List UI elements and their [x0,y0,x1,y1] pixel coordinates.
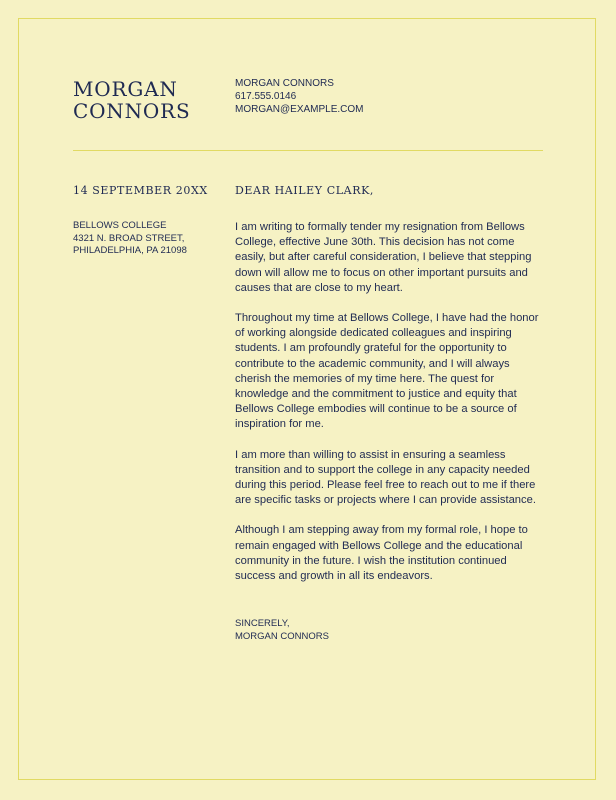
sender-name-line1: MORGAN [73,77,178,101]
address-line3: PHILADELPHIA, PA 21098 [73,245,187,256]
body-paragraph-1: I am writing to formally tender my resignation from Bellows College, effective June 30th. This decision has not come easily, but after careful consideration, I believe that stepping down will allow me to focus on other important pursuits and causes that are close to my heart. [235,221,532,294]
salutation: DEAR HAILEY CLARK, [235,184,375,197]
contact-phone: 617.555.0146 [235,91,297,102]
address-line1: BELLOWS COLLEGE [73,220,167,231]
body-paragraph-2: Throughout my time at Bellows College, I have had the honor of working alongside dedicated colleagues and inspiring students. I am profoundly grateful for the opportunity to contribute to the academic community, and I will always cherish the memories of my time here. The quest for knowledge and the commitment to justice and equity that Bellows College embodies will continue to be a source of inspiration for me. [235,312,539,431]
header-divider [73,150,543,151]
sender-name-heading [73,78,223,122]
valediction: SINCERELY, [235,618,290,629]
letter-date: 14 SEPTEMBER 20XX [73,184,208,197]
contact-email: MORGAN@EXAMPLE.COM [235,104,364,115]
sender-name-line2: CONNORS [73,99,191,123]
address-line2: 4321 N. BROAD STREET, [73,232,185,244]
signature-name: MORGAN CONNORS [235,630,329,642]
recipient-address [73,220,223,258]
letter-body [235,220,547,599]
sender-contact-block [235,77,535,116]
letter-closing [235,618,435,643]
body-paragraph-3: I am more than willing to assist in ensuring a seamless transition and to support the college in any capacity needed during this period. Please feel free to reach out to me if there are specific tasks or projects where I can provide assistance. [235,448,536,507]
contact-name: MORGAN CONNORS [235,78,334,89]
body-paragraph-4: Although I am stepping away from my formal role, I hope to remain engaged with Bellows College and the educational community in the future. I wish the institution continued success and growth in all its endeavors. [235,524,528,583]
